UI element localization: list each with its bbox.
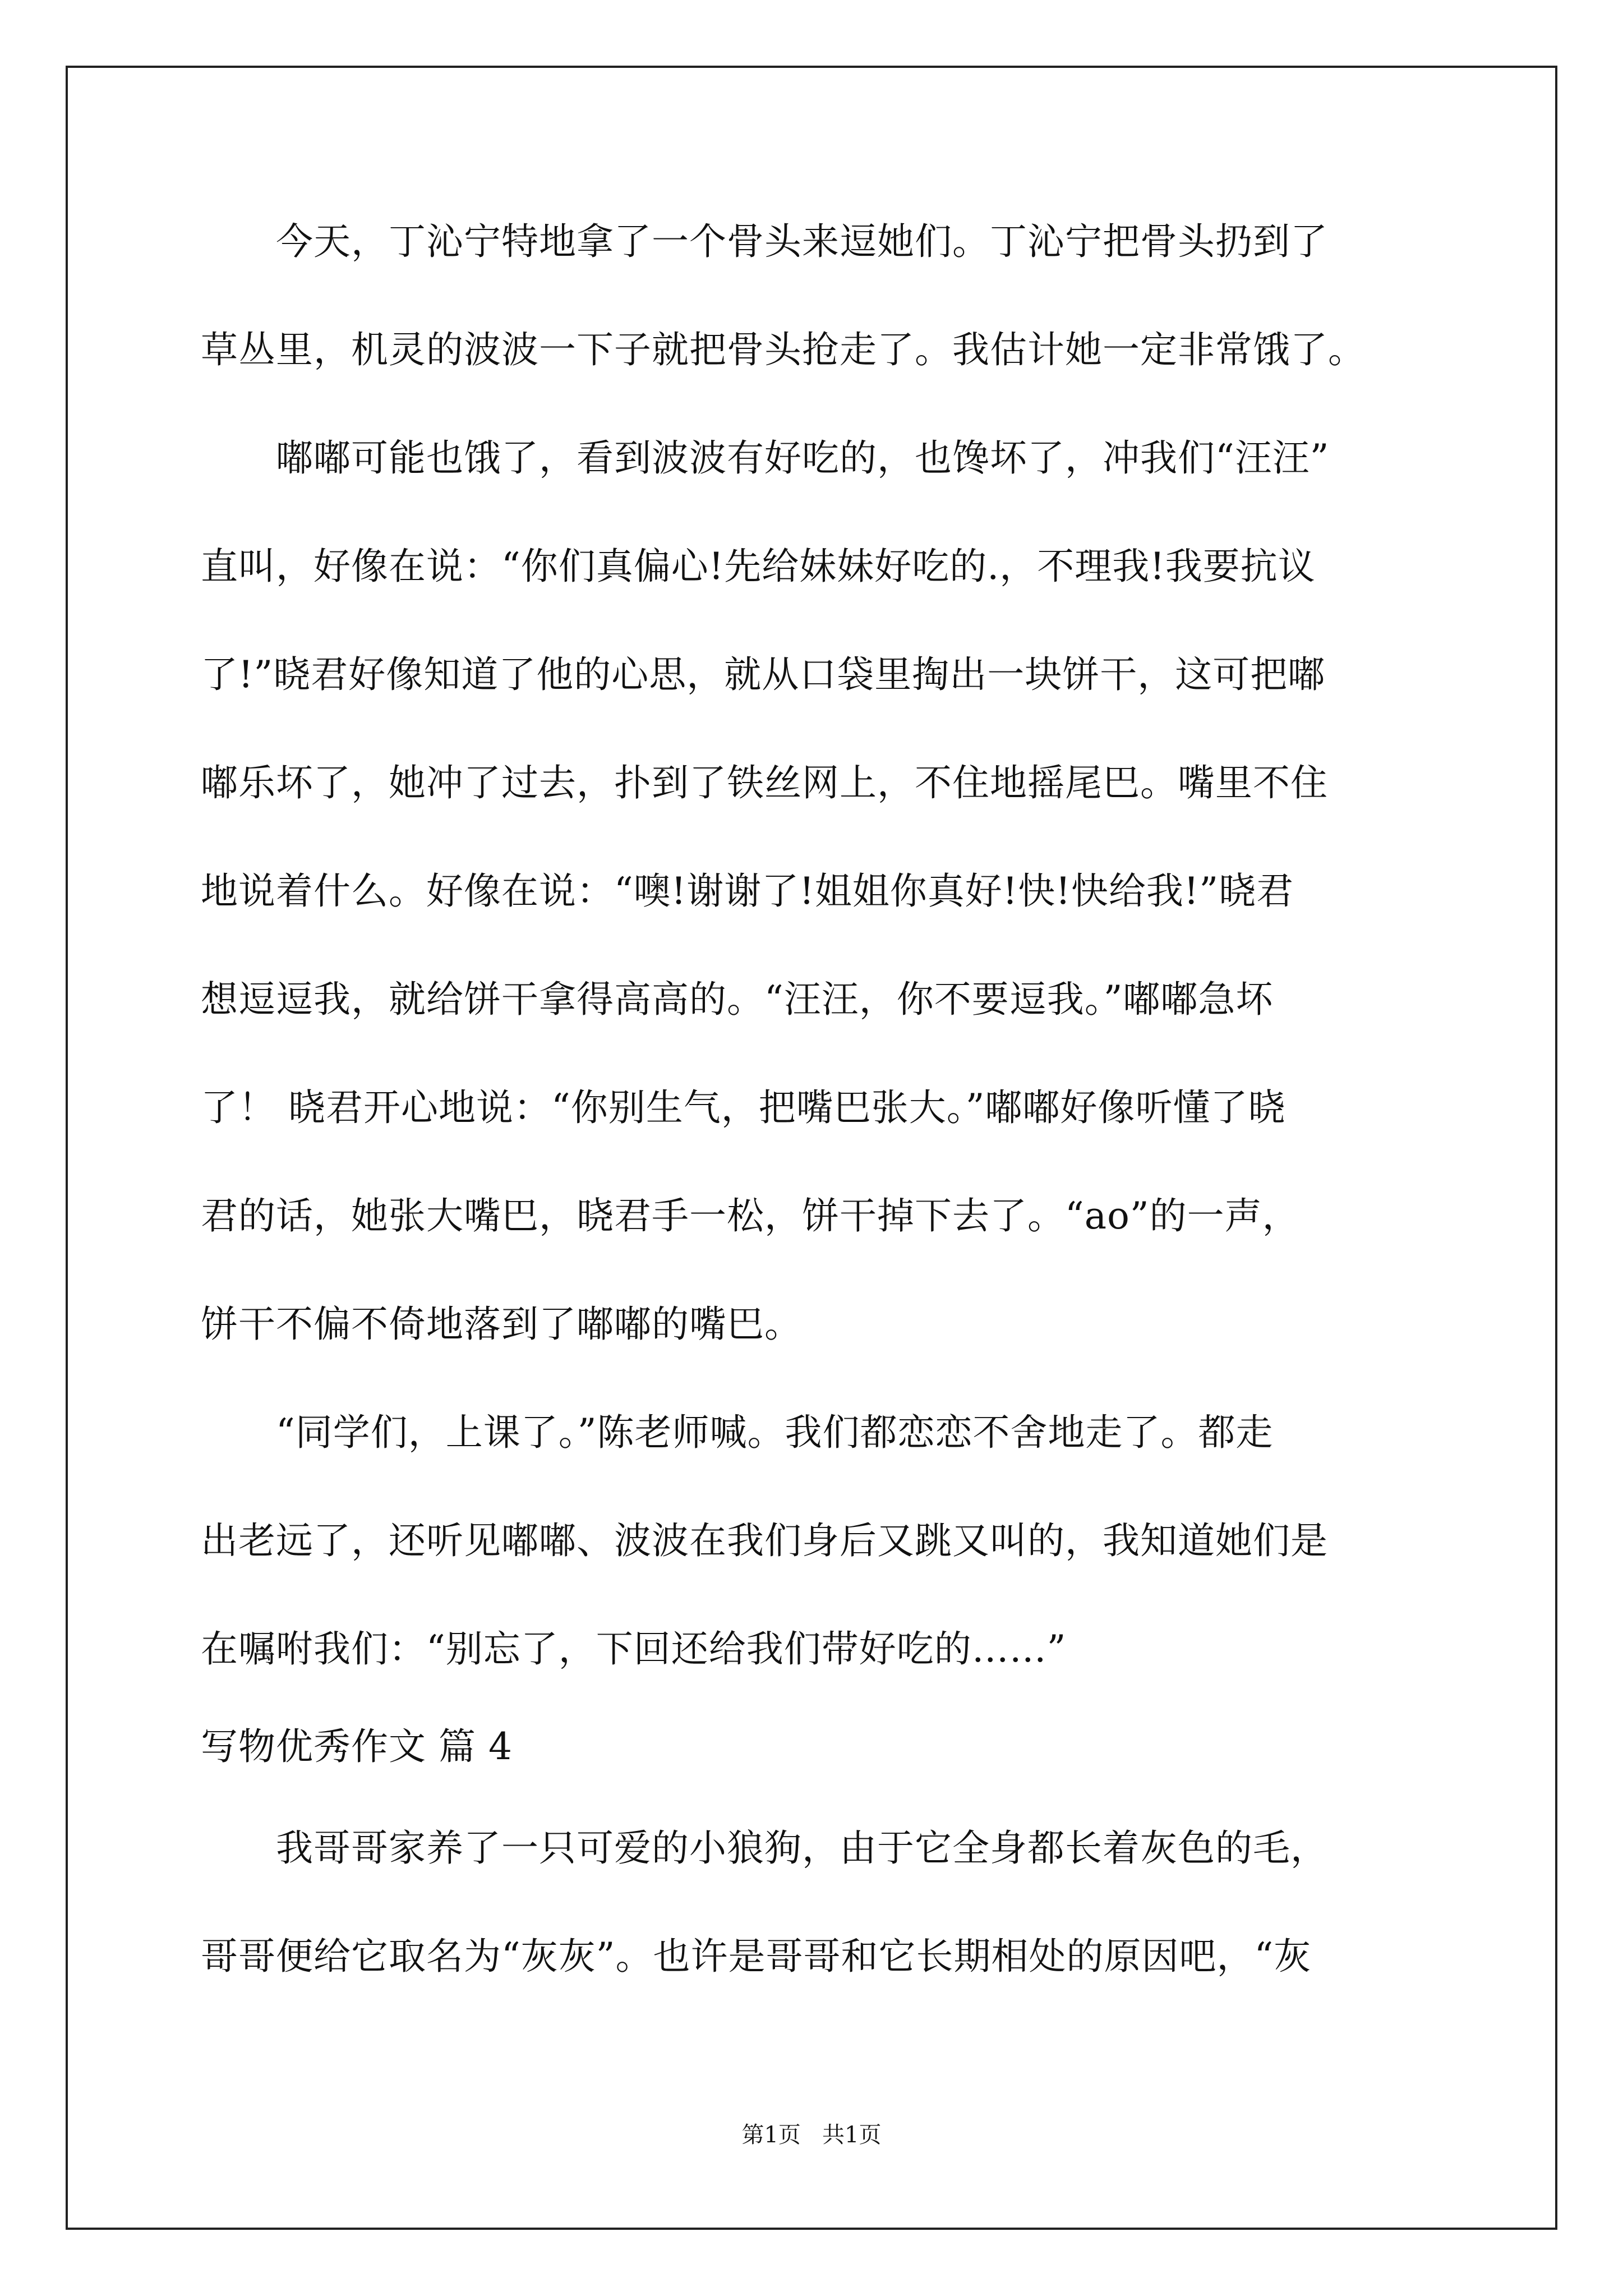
text-line: 想逗逗我，就给饼干拿得高高的。“汪汪，你不要逗我。”嘟嘟急坏 <box>201 978 1274 1021</box>
page-border <box>66 66 1557 2230</box>
text-line: 嘟乐坏了，她冲了过去，扑到了铁丝网上，不住地摇尾巴。嘴里不住 <box>201 761 1328 804</box>
text-line: 今天，丁沁宁特地拿了一个骨头来逗她们。丁沁宁把骨头扔到了 <box>201 220 1328 263</box>
text-line: 嘟嘟可能也饿了，看到波波有好吃的，也馋坏了，冲我们“汪汪” <box>201 436 1330 480</box>
page-footer: 第1页 共1页 <box>741 2122 882 2148</box>
text-line: 君的话，她张大嘴巴，晓君手一松，饼干掉下去了。“ao”的一声， <box>201 1194 1300 1237</box>
text-line: 在嘱咐我们：“别忘了，下回还给我们带好吃的……” <box>201 1627 1067 1671</box>
text-line: 饼干不偏不倚地落到了嘟嘟的嘴巴。 <box>201 1303 802 1346</box>
text-line: “同学们，上课了。”陈老师喊。我们都恋恋不舍地走了。都走 <box>201 1411 1274 1454</box>
text-line: 了！ 晓君开心地说：“你别生气，把嘴巴张大。”嘟嘟好像听懂了晓 <box>201 1086 1286 1129</box>
text-line: 草丛里，机灵的波波一下子就把骨头抢走了。我估计她一定非常饿了。 <box>201 328 1366 371</box>
text-line: 了!”晓君好像知道了他的心思，就从口袋里掏出一块饼干，这可把嘟 <box>201 653 1326 696</box>
text-line: 出老远了，还听见嘟嘟、波波在我们身后又跳又叫的，我知道她们是 <box>201 1519 1328 1562</box>
text-line: 哥哥便给它取名为“灰灰”。也许是哥哥和它长期相处的原因吧，“灰 <box>201 1935 1312 1978</box>
text-line: 我哥哥家养了一只可爱的小狼狗，由于它全身都长着灰色的毛， <box>201 1826 1328 1870</box>
section-heading: 写物优秀作文 篇 4 <box>201 1725 513 1768</box>
text-line: 地说着什么。好像在说：“噢!谢谢了!姐姐你真好!快!快给我!”晓君 <box>201 869 1294 913</box>
text-line: 直叫，好像在说：“你们真偏心!先给妹妹好吃的.，不理我!我要抗议 <box>201 545 1316 588</box>
